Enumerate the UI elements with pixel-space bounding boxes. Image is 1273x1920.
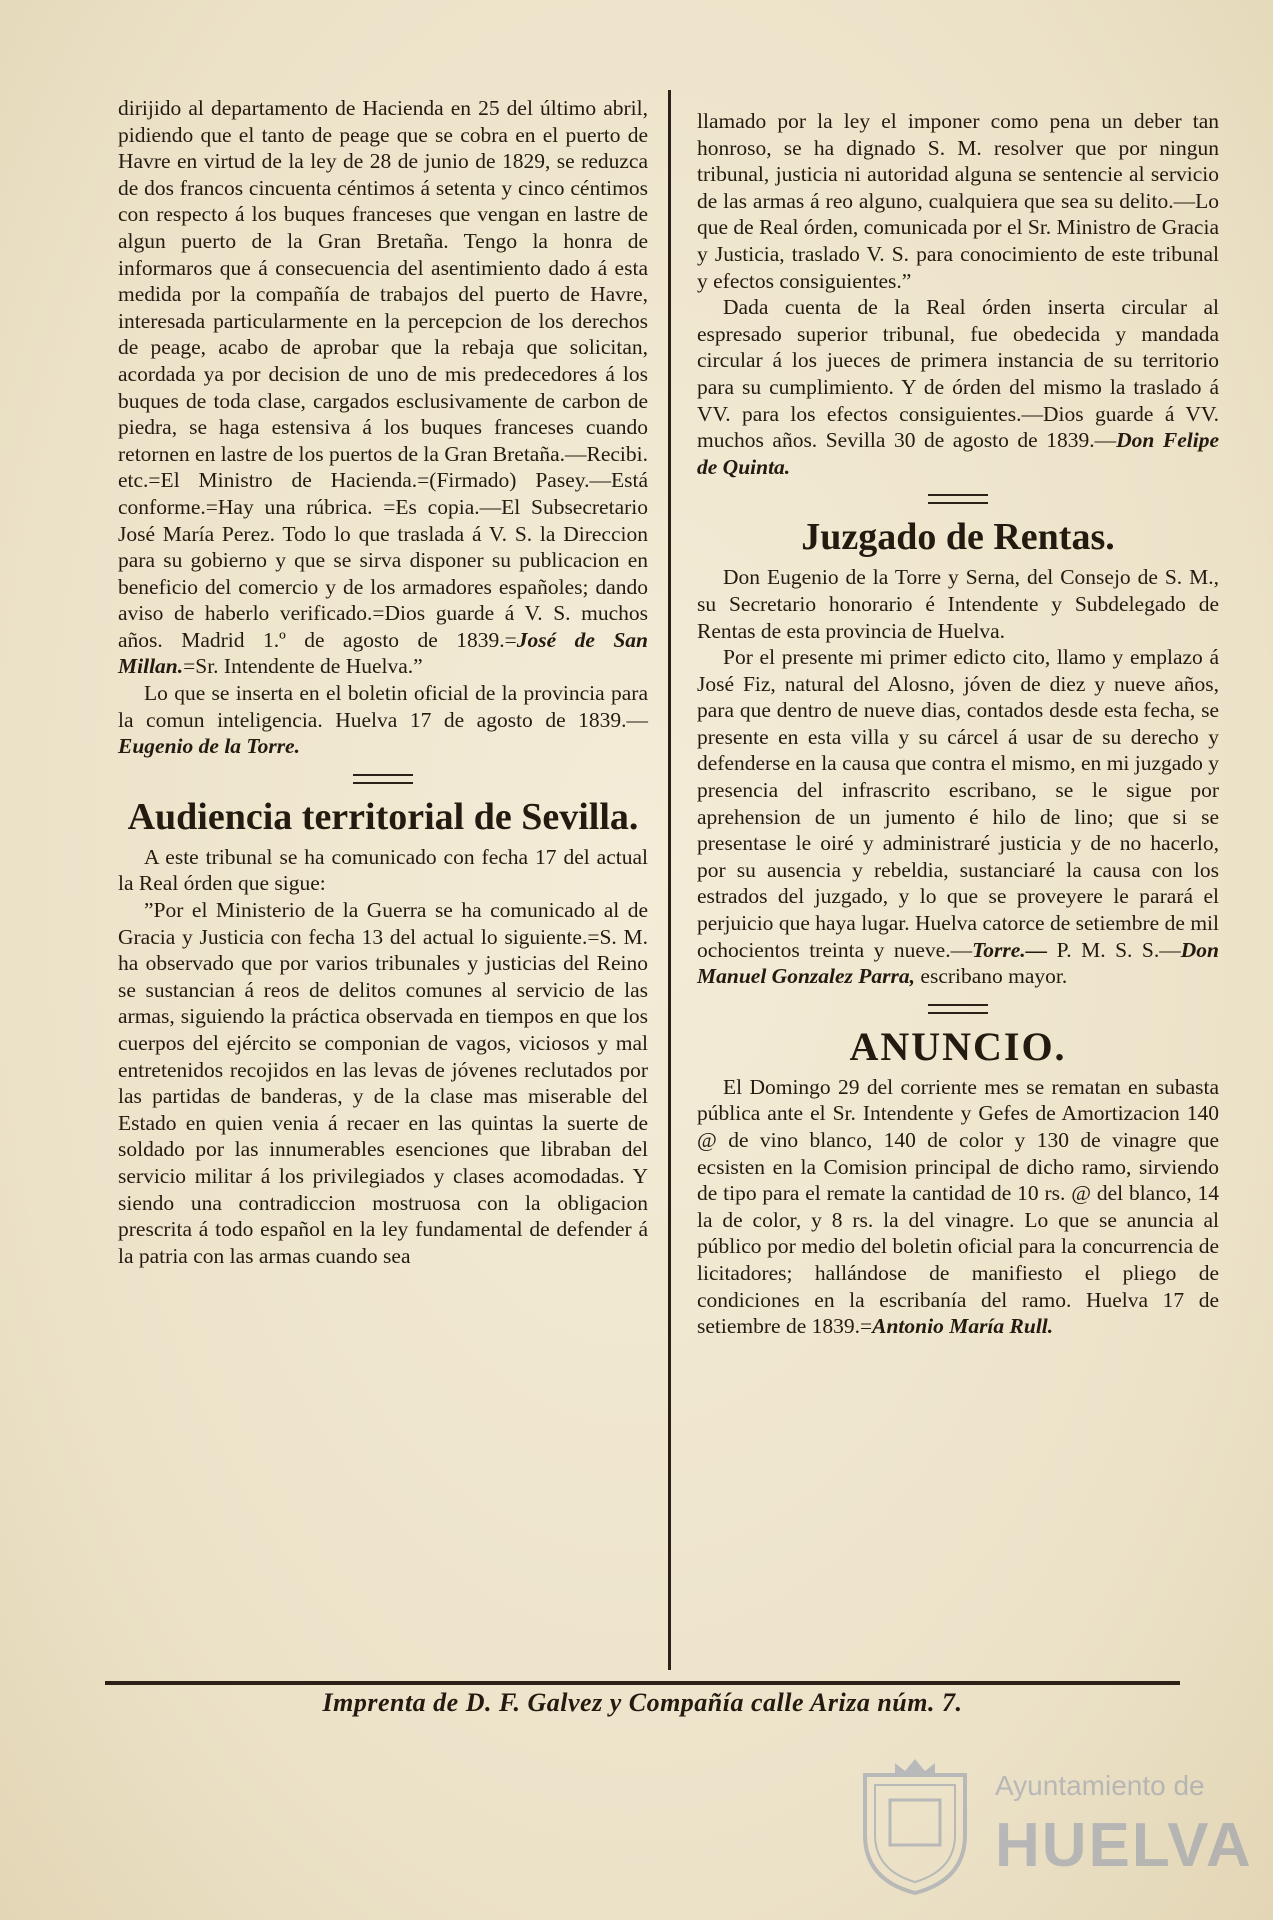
signature: Torre.— <box>972 937 1048 962</box>
watermark <box>855 1750 1253 1900</box>
section-ornament <box>928 1004 988 1014</box>
section-heading-juzgado: Juzgado de Rentas. <box>801 516 1115 559</box>
paragraph: Dada cuenta de la Real órden inserta circular al espresado superior tribunal, fue obedecida y mandada circular á los jueces de primera instancia de su territorio para su cumplimiento. Y de órden del mismo la traslado á VV. para los efectos consiguientes.—Dios guarde á VV. muchos años. Sevilla 30 de agosto de 1839.—Don Felipe de Quinta. <box>697 295 1220 479</box>
section-ornament <box>353 774 413 784</box>
watermark-text-1: Ayuntamiento de <box>995 1770 1205 1801</box>
paragraph: El Domingo 29 del corriente mes se rematan en subasta pública ante el Sr. Intendente y Gefes de Amortizacion 140 @ de vino blanco, 140 de color y 130 de vinagre que ecsisten en la Comision principal de dicho ramo, sirviendo de tipo para el remate la cantidad de 10 rs. @ del blanco, 14 la de color, y 8 rs. la del vinagre. Lo que se anuncia al público por medio del boletin oficial para la concurrencia de licitadores; hallándose de manifiesto el pliego de condiciones en la escribanía del ramo. Huelva 17 de setiembre de 1839.=Antonio María Rull. <box>697 1074 1219 1339</box>
footer-rule <box>105 1681 1180 1685</box>
signature: Don Felipe de Quinta. <box>697 428 1220 479</box>
column-divider <box>668 90 671 1670</box>
signature: Antonio María Rull. <box>872 1314 1054 1339</box>
left-column <box>118 95 648 1269</box>
right-column <box>697 108 1219 1340</box>
watermark-text-2: HUELVA <box>995 1811 1253 1880</box>
signature: Don Manuel Gonzalez Parra, <box>697 937 1220 989</box>
paragraph: A este tribunal se ha comunicado con fecha 17 del actual la Real órden que sigue: <box>118 844 648 896</box>
section-heading-audiencia: Audiencia territorial de Sevilla. <box>127 795 639 838</box>
paragraph: ”Por el Ministerio de la Guerra se ha comunicado al de Gracia y Justicia con fecha 13 del actual lo siguiente.=S. M. ha observado que por varios tribunales y justicias del Reino se sustancian á reos de delitos comunes al servicio de las armas, siguiendo la práctica observada en tiempos en que los cuerpos del ejército se componian de vagos, viciosos y mal entretenidos recojidos en las levas de jóvenes reclutados por las partidas de banderas, y de la clase mas miserable del Estado en quien venia á recaer en las quintas la suerte de soldado por las innumerables esenciones que libraban del servicio militar á los privilegiados y clases acomodadas. Y siendo una contradiccion mostruosa con la obligacion prescrita á todo español en la ley fundamental de defender á la patria con las armas cuando sea <box>118 898 648 1268</box>
signature: José de San Millan. <box>118 627 648 679</box>
paragraph: Don Eugenio de la Torre y Serna, del Consejo de S. M., su Secretario honorario é Intendente y Subdelegado de Rentas de esta provincia de Huelva. <box>697 565 1219 643</box>
paragraph: Por el presente mi primer edicto cito, llamo y emplazo á José Fiz, natural del Alosno, jóven de diez y nueve años, para que dentro de nueve dias, contados desde esta fecha, se presente en esta villa y su cárcel á usar de su derecho y defenderse en la causa que contra el mismo, en mi juzgado y presencia del infrascrito escribano, se le sigue por aprehension de un jumento é hilo de lino; que si se presentase le oiré y administraré justicia y de no hacerlo, por su ausencia y rebeldia, sustanciaré la causa con los estrados del juzgado, y lo que se proveyere le parará el perjuicio que haya lugar. Huelva catorce de setiembre de mil ochocientos treinta y nueve.—Torre.— P. M. S. S.—Don Manuel Gonzalez Parra, escribano mayor. <box>697 645 1220 989</box>
printer-imprint: Imprenta de D. F. Galvez y Compañía calle Ariza núm. 7. <box>322 1688 963 1717</box>
paragraph: llamado por la ley el imponer como pena un deber tan honroso, se ha dignado S. M. resolver que por ningun tribunal, justicia ni autoridad alguna se sentencie al servicio de las armas á reo alguno, cualquiera que sea su delito.—Lo que de Real órden, comunicada por el Sr. Ministro de Gracia y Justicia, traslado V. S. para conocimiento de este tribunal y efectos consiguientes.” <box>697 109 1219 293</box>
coat-of-arms-icon <box>855 1755 975 1895</box>
signature: Eugenio de la Torre. <box>118 734 300 759</box>
section-heading-anuncio: ANUNCIO. <box>849 1023 1067 1069</box>
paragraph: dirijido al departamento de Hacienda en 25 del último abril, pidiendo que el tanto de peage que se cobra en el puerto de Havre en virtud de la ley de 28 de junio de 1829, se reduzca de dos francos cincuenta céntimos á setenta y cinco céntimos con respecto á los buques franceses que vengan en lastre de algun puerto de la Gran Bretaña. Tengo la honra de informaros que á consecuencia del asentimiento dado á esta medida por la compañía de trabajos del puerto de Havre, interesada particularmente en la percepcion de los derechos de peage, acabo de aprobar que la rebaja que solicitan, acordada ya por decision de uno de mis predecedores á los buques de toda clase, cargados esclusivamente de carbon de piedra, se haga estensiva á los buques franceses cuando retornen en lastre de los puertos de la Gran Bretaña.—Recibi. etc.=El Ministro de Hacienda.=(Firmado) Pasey.—Está conforme.=Hay una rúbrica. =Es copia.—El Subsecretario José María Perez. Todo lo que traslada á V. S. la Direccion para su gobierno y que se sirva disponer su publicacion en beneficio del comercio y de los armadores españoles; dando aviso de haberlo verificado.=Dios guarde á V. S. muchos años. Madrid 1.º de agosto de 1839.=José de San Millan.=Sr. Intendente de Huelva.” <box>118 96 648 679</box>
paragraph: Lo que se inserta en el boletin oficial de la provincia para la comun inteligencia. Huelva 17 de agosto de 1839.—Eugenio de la Torre. <box>118 681 648 759</box>
section-ornament <box>928 494 988 504</box>
